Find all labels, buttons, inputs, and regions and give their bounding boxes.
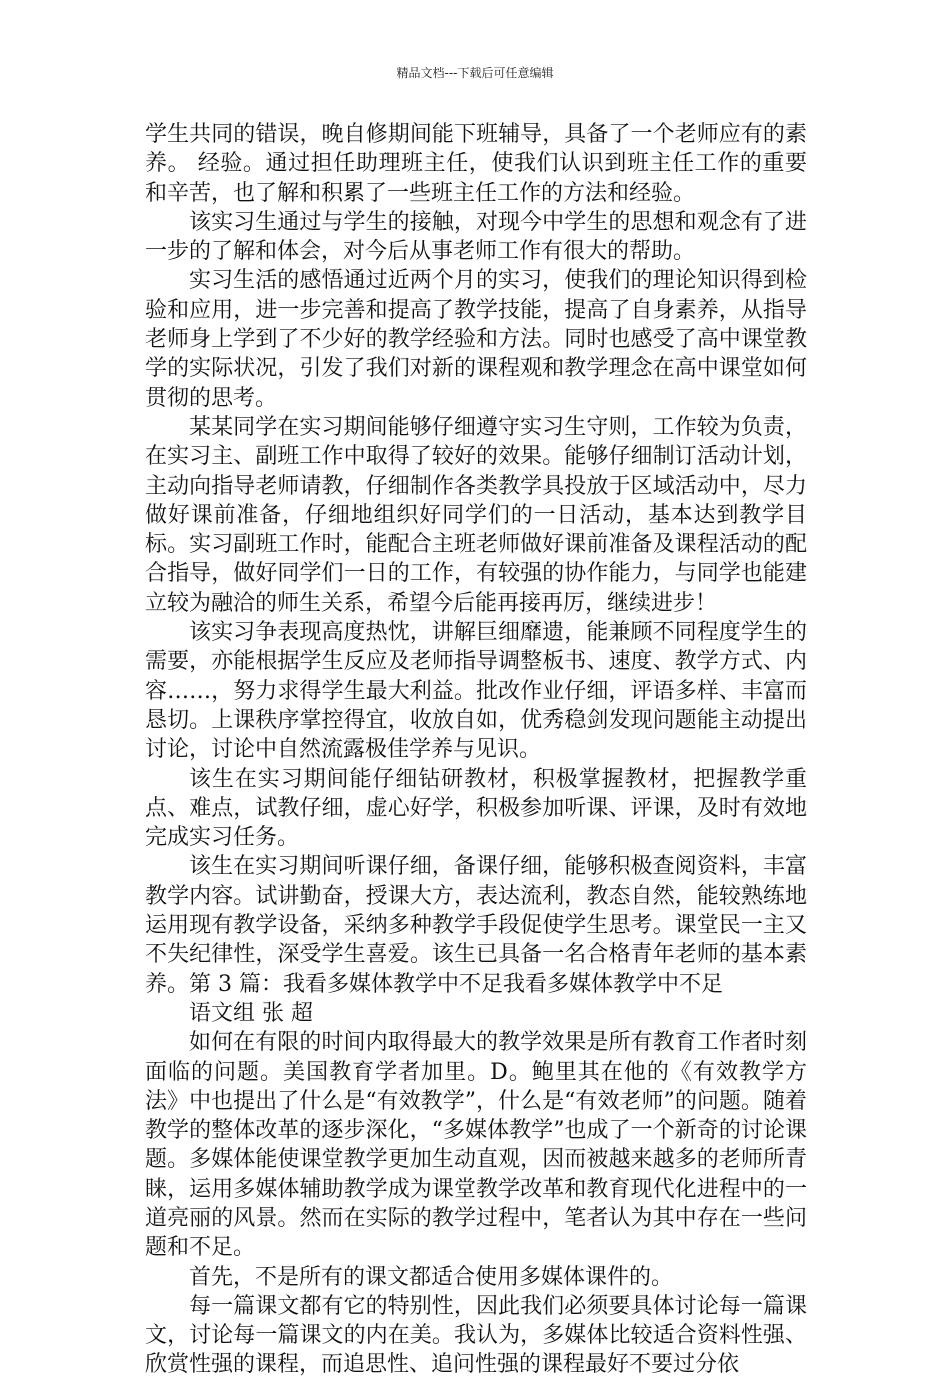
page-header: 精品文档---下载后可任意编辑 [396, 66, 554, 80]
author-byline: 语文组 张 超 [189, 1000, 313, 1026]
paragraph-4: 某某同学在实习期间能够仔细遵守实习生守则，工作较为负责，在实习主、副班工作中取得了较好的效果。能够仔细制订活动计划，主动向指导老师请教，仔细制作各类教学具投放于区域活动中，尽力做好课前准备，仔细地组织好同学们的一日活动，基本达到教学目标。实习副班工作时，能配合主班老师做好课前准备及课程活动的配合指导，做好同学们一日的工作，有较强的协作能力，与同学也能建立较为融洽的师生关系，希望今后能再接再厉，继续进步！ [145, 414, 807, 616]
paragraph-9: 首先，不是所有的课文都适合使用多媒体课件的。 [189, 1264, 674, 1290]
paragraph-5: 该实习争表现高度热忱，讲解巨细靡遗，能兼顾不同程度学生的需要，亦能根据学生反应及老师指导调整板书、速度、教学方式、内容……，努力求得学生最大利益。批改作业仔细，评语多样、丰富而恳切。上课秩序掌控得宜，收放自如，优秀稳剑发现问题能主动提出讨论，讨论中自然流露极佳学养与见识。 [145, 620, 807, 763]
paragraph-6: 该生在实习期间能仔细钻研教材，积极掌握教材，把握教学重点、难点，试教仔细，虚心好学，积极参加听课、评课，及时有效地完成实习任务。 [145, 766, 807, 851]
paragraph-7: 该生在实习期间听课仔细，备课仔细，能够积极查阅资料，丰富教学内容。试讲勤奋，授课大方，表达流利，教态自然，能较熟练地运用现有教学设备，采纳多种教学手段促使学生思考。课堂民一主又不失纪律性，深受学生喜爱。该生已具备一名合格青年老师的基本素养。第 3 篇：我看多媒体教学中不足我看多媒体教学中不足 [145, 854, 807, 997]
paragraph-1: 学生共同的错误，晚自修期间能下班辅导，具备了一个老师应有的素养。 经验。通过担任助理班主任，使我们认识到班主任工作的重要和辛苦，也了解和积累了一些班主任工作的方法和经验。 [145, 122, 807, 206]
paragraph-2: 该实习生通过与学生的接触，对现今中学生的思想和观念有了进一步的了解和体会，对今后从事老师工作有很大的帮助。 [145, 209, 807, 265]
paragraph-3: 实习生活的感悟通过近两个月的实习，使我们的理论知识得到检验和应用，进一步完善和提高了教学技能，提高了自身素养，从指导老师身上学到了不少好的教学经验和方法。同时也感受了高中课堂教学的实际状况，引发了我们对新的课程观和教学理念在高中课堂如何贯彻的思考。 [145, 268, 807, 411]
paragraph-8: 如何在有限的时间内取得最大的教学效果是所有教育工作者时刻面临的问题。美国教育学者加里。D。鲍里其在他的《有效教学方法》中也提出了什么是“有效教学”，什么是“有效老师”的问题。随着教学的整体改革的逐步深化，“多媒体教学”也成了一个新奇的讨论课题。多媒体能使课堂教学更加生动直观，因而被越来越多的老师所青睐，运用多媒体辅助教学成为课堂教学改革和教育现代化进程中的一道亮丽的风景。然而在实际的教学过程中，笔者认为其中存在一些问题和不足。 [145, 1030, 807, 1261]
document-body [145, 120, 807, 1380]
paragraph-10: 每一篇课文都有它的特别性，因此我们必须要具体讨论每一篇课文，讨论每一篇课文的内在美。我认为，多媒体比较适合资料性强、欣赏性强的课程，而追思性、追问性强的课程最好不要过分依 [145, 1293, 807, 1378]
